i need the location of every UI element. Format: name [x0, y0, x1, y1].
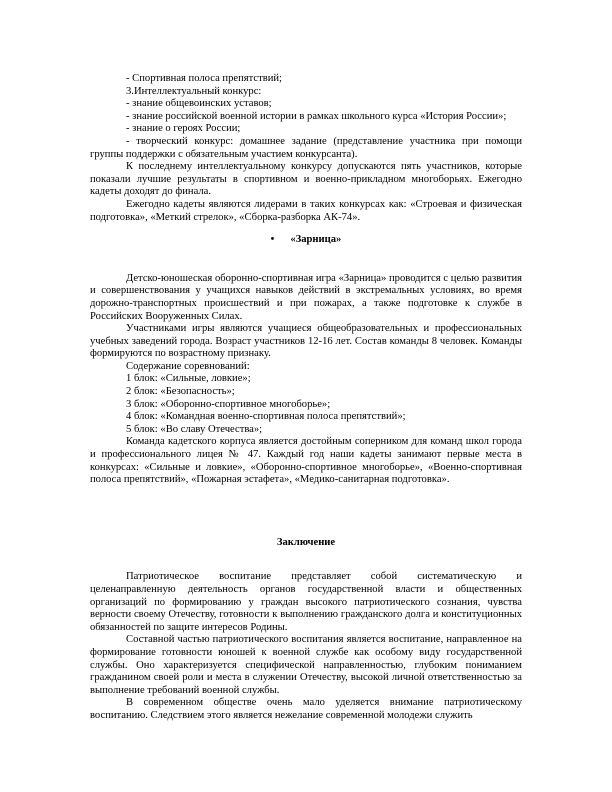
list-item: - знание о героях России; [126, 123, 241, 135]
list-item: 5 блок: «Во славу Отечества»; [126, 423, 263, 435]
zarnitsa-results: Команда кадетского корпуса является достойным соперником для команд школ города и профессионального лицея № 47. Каждый год наши кадеты занимают первые места в конкурсах: «Сильные и ловкие», «Оборонно-спортивное многоборье», «Военно-спортивная полоса препятствий», «Пожарная эстафета», «Медико-санитарная подготовка». [90, 436, 522, 486]
list-item-history: - знание российской военной истории в рамках школьного курса «История России»; [126, 110, 507, 122]
list-item: - знание общевоинских уставов; [126, 98, 272, 110]
paragraph-final: К последнему интеллектуальному конкурсу допускаются пять участников, которые показали лучшие результаты в спортивном и военно-прикладном многоборьях. Ежегодно кадеты доходят до финала. [90, 161, 522, 198]
list-item: 1 блок: «Сильные, ловкие»; [126, 373, 251, 385]
zarnitsa-participants: Участниками игры являются учащиеся общеобразовательных и профессиональных учебных заведений города. Возраст участников 12-16 лет. Состав команды 8 человек. Команды формируются по возрастному признаку. [90, 323, 522, 360]
document-page [90, 73, 522, 723]
list-item: 4 блок: «Командная военно-спортивная полоса препятствий»; [126, 411, 406, 423]
contest-list [90, 73, 522, 111]
list-item-creative: - творческий конкурс: домашнее задание (представление участника при помощи группы поддержки с обязательным участием конкурсанта). [90, 135, 522, 160]
zarnitsa-blocks [90, 361, 522, 437]
zarnitsa-title: «Зарница» [290, 234, 342, 246]
bullet-icon: • [270, 234, 275, 246]
paragraph-leaders: Ежегодно кадеты являются лидерами в таких конкурсах как: «Строевая и физическая подготовка», «Меткий стрелок», «Сборка-разборка АК-74». [90, 198, 522, 223]
contents-label: Содержание соревнований: [126, 360, 250, 372]
conclusion-paragraph-3: В современном обществе очень мало уделяется внимание патриотическому воспитанию. Следствием этого является нежелание современной молодежи служить [90, 697, 522, 721]
list-item: 3.Интеллектуальный конкурс: [126, 85, 262, 97]
zarnitsa-heading [90, 234, 522, 247]
conclusion-title: Заключение [276, 536, 336, 548]
conclusion-paragraph-1: Патриотическое воспитание представляет собой систематическую и целенаправленную деятельность органов государственной власти и общественных организаций по формированию у граждан высокого патриотического сознания, чувства верности своему Отечеству, готовности к выполнению гражданского долга и конституционных обязанностей по защите интересов Родины. [90, 571, 522, 633]
zarnitsa-intro: Детско-юношеская оборонно-спортивная игра «Зарница» проводится с целью развития и совершенствования у учащихся навыков действий в экстремальных условиях, во время дорожно-транспортных происшествий и при пожарах, а также подготовке к службе в Российских Вооруженных Силах. [90, 272, 522, 322]
list-item: 2 блок: «Безопасность»; [126, 386, 235, 398]
list-item: - Спортивная полоса препятствий; [126, 73, 282, 84]
list-item: 3 блок: «Оборонно-спортивное многоборье»; [126, 398, 331, 410]
conclusion-paragraph-2: Составной частью патриотического воспитания является воспитание, направленное на формирование готовности юношей к военной службе как особому виду государственной службы. Оно характеризуется специфической направленностью, глубоким пониманием гражданином своей роли и места в служении Отечеству, высокой личной ответственностью за выполнение требований военной службы. [90, 634, 522, 696]
